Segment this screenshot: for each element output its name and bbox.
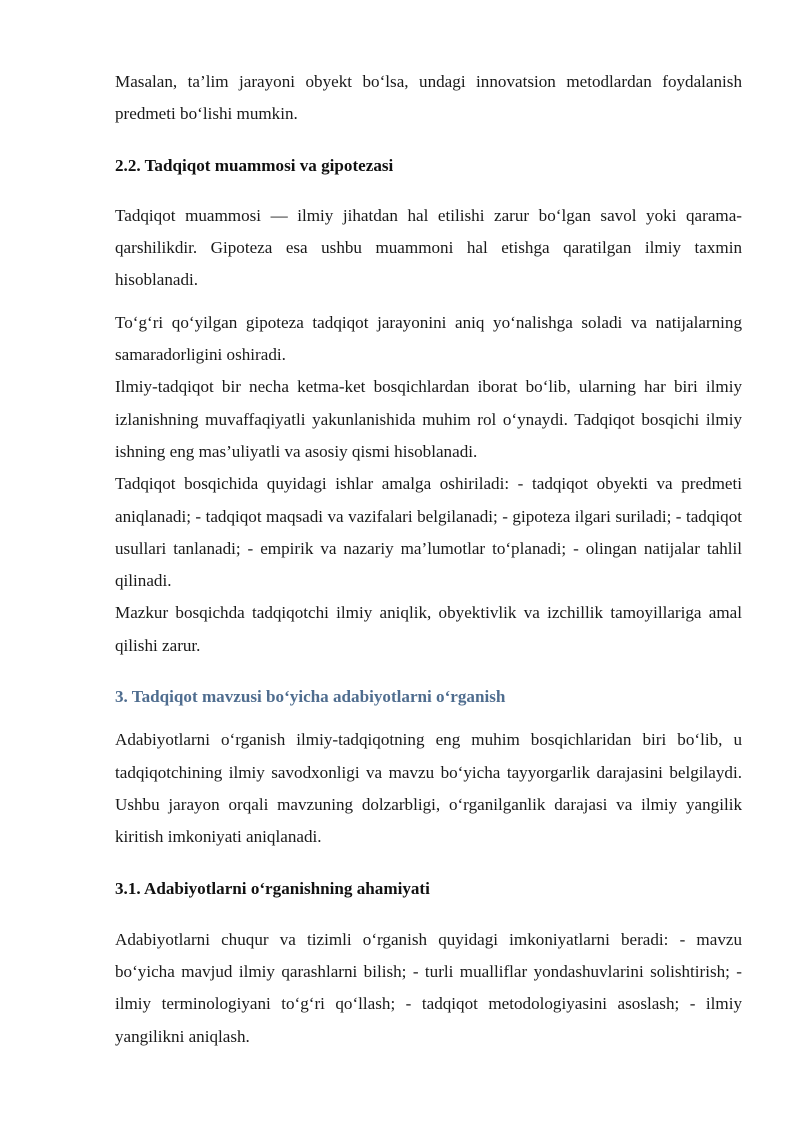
paragraph-tamoyil: Mazkur bosqichda tadqiqotchi ilmiy aniqlik, obyektivlik va izchillik tamoyillariga amal qilishi zarur. [115,603,742,655]
paragraph-ahamiyat: Adabiyotlarni chuqur va tizimli o‘rganish quyidagi imkoniyatlarni beradi: - mavzu bo‘yicha mavjud ilmiy qarashlarni bilish; - turli mualliflar yondashuvlarini solishtirish; - ilmiy terminologiyani to‘g‘ri qo‘llash; - tadqiqot metodologiyasini asoslash; - ilmiy yangilikni aniqlash. [115,929,742,1046]
heading-3: 3. Tadqiqot mavzusi bo‘yicha adabiyotlarni o‘rganish [115,687,506,707]
paragraph-intro: Masalan, ta’lim jarayoni obyekt bo‘lsa, undagi innovatsion metodlardan foydalanish predmeti bo‘lishi mumkin. [115,72,742,124]
heading-2-2: 2.2. Tadqiqot muammosi va gipotezasi [115,155,394,175]
paragraph-bosqich: Ilmiy-tadqiqot bir necha ketma-ket bosqichlardan iborat bo‘lib, ularning har biri ilmiy izlanishning muvaffaqiyatli yakunlanishida muhim rol o‘ynaydi. Tadqiqot bosqichi ilmiy ishning eng mas’uliyatli va asosiy qismi hisoblanadi. [115,377,742,461]
paragraph-adabiyot: Adabiyotlarni o‘rganish ilmiy-tadqiqotning eng muhim bosqichlaridan biri bo‘lib, u tadqiqotchining ilmiy savodxonligi va mavzu bo‘yicha tayyorgarlik darajasini belgilaydi. Ushbu jarayon orqali mavzuning dolzarbligi, o‘rganilganlik darajasi va ilmiy yangilik kiritish imkoniyati aniqlanadi. [115,730,742,847]
paragraph-ishlar: Tadqiqot bosqichida quyidagi ishlar amalga oshiriladi: - tadqiqot obyekti va predmeti aniqlanadi; - tadqiqot maqsadi va vazifalari belgilanadi; - gipoteza ilgari suriladi; - tadqiqot usullari tanlanadi; - empirik va nazariy ma’lumotlar to‘planadi; - olingan natijalar tahlil qilinadi. [115,474,742,591]
paragraph-gipoteza: To‘g‘ri qo‘yilgan gipoteza tadqiqot jarayonini aniq yo‘nalishga soladi va natijalarning samaradorligini oshiradi. [115,312,742,365]
paragraph-muammo: Tadqiqot muammosi — ilmiy jihatdan hal etilishi zarur bo‘lgan savol yoki qarama-qarshilikdir. Gipoteza esa ushbu muammoni hal etishga qaratilgan ilmiy taxmin hisoblanadi. [115,205,742,290]
heading-3-1: 3.1. Adabiyotlarni o‘rganishning ahamiyati [115,878,430,898]
